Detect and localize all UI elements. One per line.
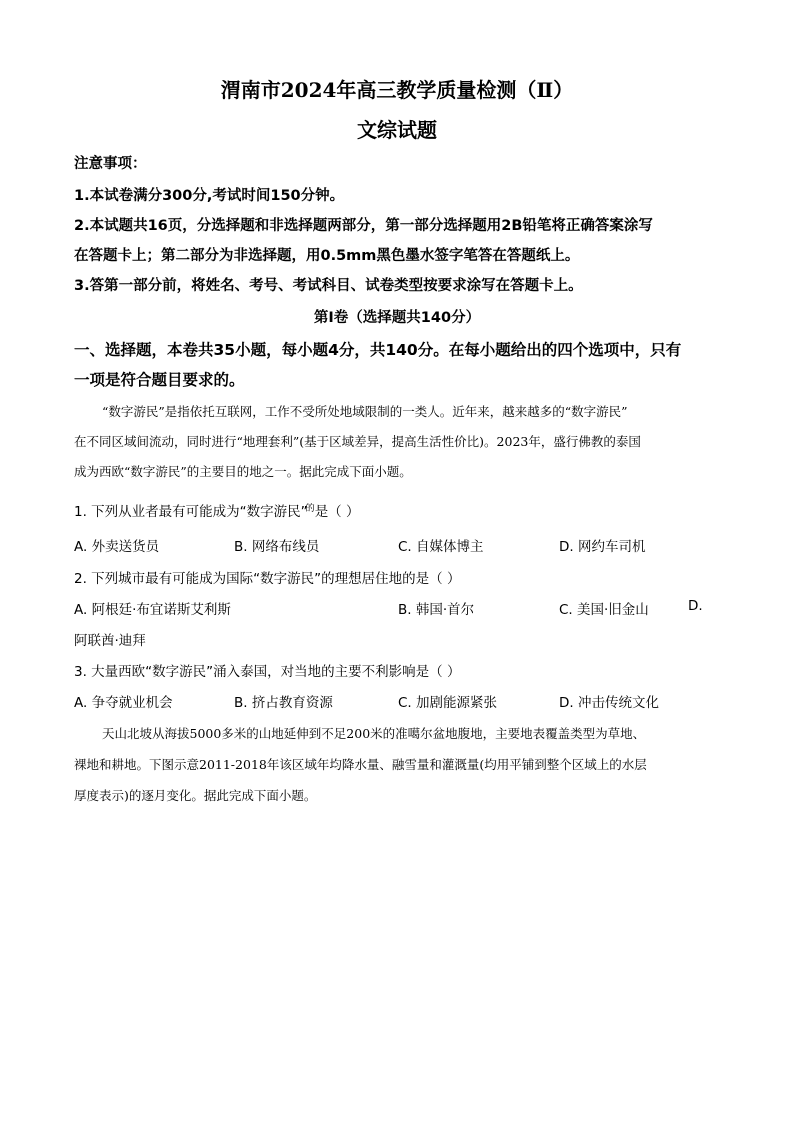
question-2-stem: 2. 下列城市最有可能成为国际“数字游民”的理想居住地的是（ ） [74,571,461,587]
question-1-option-c: C. 自媒体博主 [398,539,484,555]
question-1-option-b: B. 网络布线员 [234,539,320,555]
passage-1-line-2: 在不同区域间流动，同时进行“地理套利”(基于区域差异，提高生活性价比)。2023年，盛行佛教的泰国 [74,434,641,449]
part-1-heading: 第Ⅰ卷（选择题共140分） [313,310,481,326]
question-1-option-d: D. 网约车司机 [559,539,646,555]
question-2-option-d-label: D. [688,598,703,614]
question-3-option-a: A. 争夺就业机会 [74,695,173,711]
question-2-option-c: C. 美国·旧金山 [559,602,649,618]
notice-item-2-line-1: 2.本试题共16页，分选择题和非选择题两部分，第一部分选择题用2B铅笔将正确答案涂写 [74,218,653,234]
exam-title: 渭南市2024年高三教学质量检测（Ⅱ） [220,78,574,102]
notice-item-3: 3.答第一部分前，将姓名、考号、考试科目、试卷类型按要求涂写在答题卡上。 [74,278,583,294]
notice-heading: 注意事项： [74,156,147,172]
question-3-option-d: D. 冲击传统文化 [559,695,659,711]
passage-1-line-3: 成为西欧“数字游民”的主要目的地之一。据此完成下面小题。 [74,464,412,479]
question-2-option-a: A. 阿根廷·布宜诺斯艾利斯 [74,602,231,618]
question-1-option-a: A. 外卖送货员 [74,539,160,555]
question-3-stem: 3. 大量西欧“数字游民”涌入泰国，对当地的主要不利影响是（ ） [74,664,461,680]
question-2-option-d-text: 阿联酋·迪拜 [74,633,146,649]
question-2-option-b: B. 韩国·首尔 [398,602,475,618]
question-1-stem-text: 1. 下列从业者最有可能成为“数字游民” [74,504,308,520]
passage-2-line-1: 天山北坡从海拔5000多米的山地延伸到不足200米的准噶尔盆地腹地，主要地表覆盖类型为草地、 [102,726,646,741]
question-3-option-b: B. 挤占教育资源 [234,695,333,711]
section-instruction-line-2: 一项是符合题目要求的。 [74,371,245,389]
question-1-stem-superscript: 的 [305,503,315,514]
passage-2-line-3: 厚度表示)的逐月变化。据此完成下面小题。 [74,788,317,803]
question-1-stem-tail: 是（ ） [314,504,360,520]
passage-1-line-1: “数字游民”是指依托互联网，工作不受所处地域限制的一类人。近年来，越来越多的“数字游民” [102,404,628,419]
exam-subtitle: 文综试题 [357,118,437,142]
question-3-option-c: C. 加剧能源紧张 [398,695,498,711]
passage-2-line-2: 裸地和耕地。下图示意2011-2018年该区域年均降水量、融雪量和灌溉量(均用平铺到整个区域上的水层 [74,757,647,772]
section-instruction-line-1: 一、选择题，本卷共35小题，每小题4分，共140分。在每小题给出的四个选项中，只有 [74,341,682,359]
notice-item-1: 1.本试卷满分300分,考试时间150分钟。 [74,188,345,204]
question-1-stem [74,500,359,520]
notice-item-2-line-2: 在答题卡上；第二部分为非选择题，用0.5mm黑色墨水签字笔答在答题纸上。 [74,248,580,264]
